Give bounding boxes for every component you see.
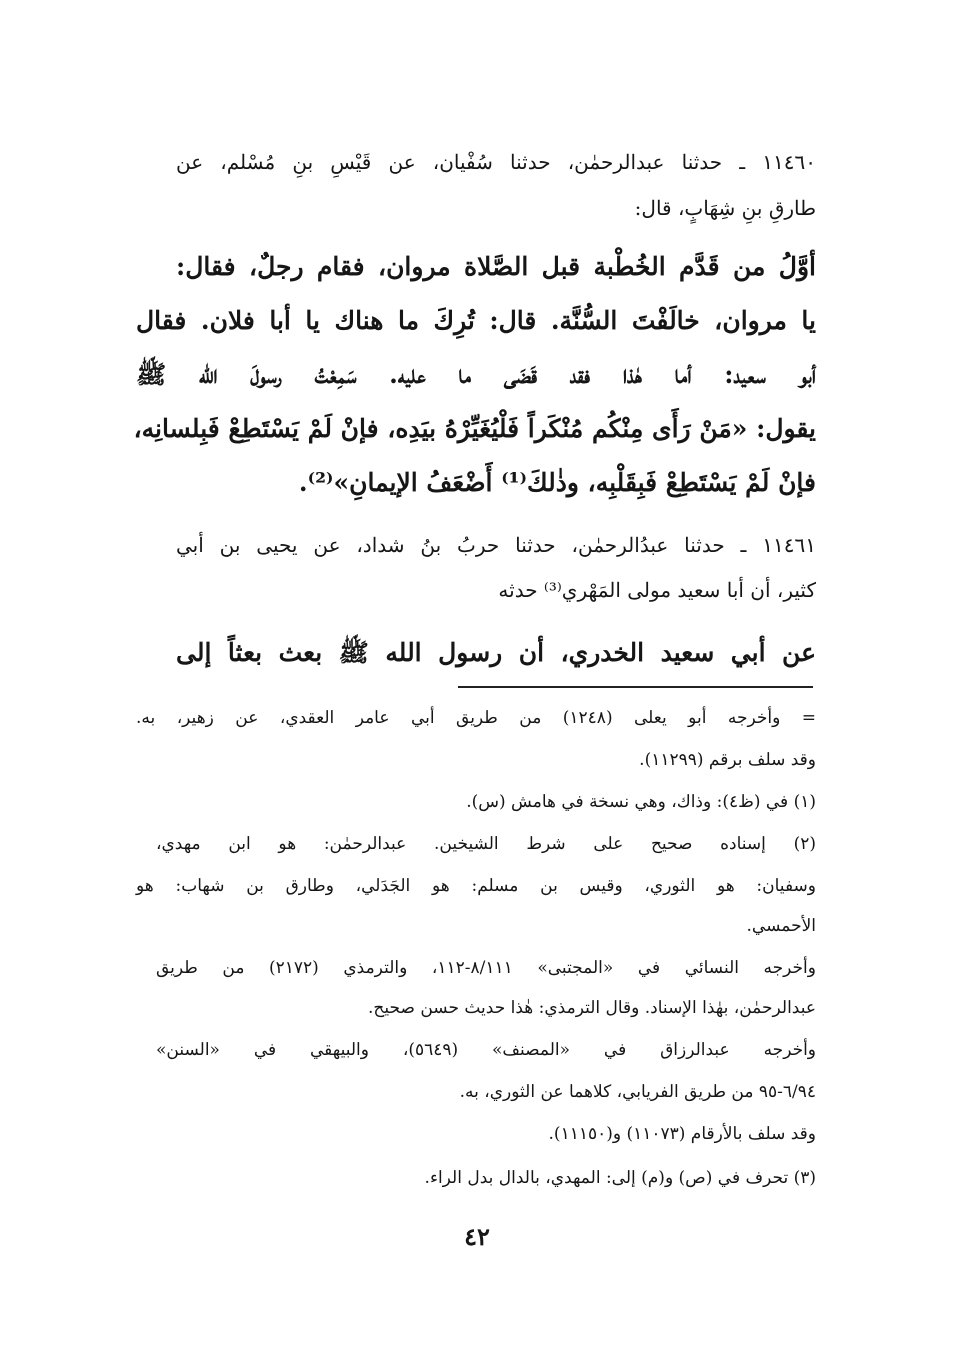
- hadith-1460-isnad-line-1: ١١٤٦٠ ـ حدثنا عبدالرحمٰن، حدثنا سُفْيان، عن قَيْسِ بنِ مُسْلم، عن: [176, 150, 816, 174]
- footnote-2-line-8: وقد سلف بالأرقام (١١٠٧٣) و(١١١٥٠).: [548, 1124, 816, 1144]
- hadith-1461-isnad-line-2: كثير، أن أبا سعيد مولى المَهْري⁽³⁾ حدثه: [498, 578, 816, 602]
- footnote-continuation-line-1: = وأخرجه أبو يعلى (١٢٤٨) من طريق أبي عامر العقدي، عن زهير، به.: [136, 708, 816, 728]
- footnote-1: (١) في (ظ٤): وذاك، وهي نسخة في هامش (س).: [466, 792, 816, 812]
- footnote-2-line-1: (٢) إسناده صحيح على شرط الشيخين. عبدالرحمٰن: هو ابن مهدي،: [156, 834, 816, 854]
- footnote-separator: [458, 686, 813, 688]
- hadith-1460-matn-line-4: يقول: «مَنْ رَأَى مِنْكُم مُنْكَراً فَلْيُغَيِّرْهُ بيَدِه، فإنْ لَمْ يَسْتَطِعْ فَبِلسانِه،: [133, 414, 816, 443]
- hadith-1460-matn-line-2: يا مروان، خالَفْتَ السُّنَّة. قال: تُرِكَ ما هناك يا أبا فلان. فقال: [136, 306, 816, 335]
- footnote-2-line-4: وأخرجه النسائي في «المجتبى» ٨/١١١-١١٢، والترمذي (٢١٧٢) من طريق: [156, 958, 816, 978]
- footnote-2-line-5: عبدالرحمٰن، بهٰذا الإسناد. وقال الترمذي: هٰذا حديث حسن صحيح.: [368, 998, 816, 1018]
- footnote-continuation-line-2: وقد سلف برقم (١١٢٩٩).: [639, 750, 816, 770]
- footnote-2-line-2: وسفيان: هو الثوري، وقيس بن مسلم: هو الجَدَلي، وطارق بن شهاب: هو: [136, 876, 816, 896]
- hadith-1461-matn-line-1: عن أبي سعيد الخدري، أن رسول الله ﷺ بعث بعثاً إلى: [176, 638, 816, 667]
- hadith-1460-matn-line-1: أوَّلُ من قَدَّم الخُطْبة قبل الصَّلاة مروان، فقام رجلٌ، فقال:: [176, 252, 816, 281]
- hadith-1460-matn-line-5: فإنْ لَمْ يَسْتَطِعْ فَبِقَلْبِه، وذٰلكَ⁽¹⁾ أَضْعَفُ الإيمانِ»⁽²⁾.: [298, 468, 816, 497]
- footnote-2-line-6: وأخرجه عبدالرزاق في «المصنف» (٥٦٤٩)، والبيهقي في «السنن»: [156, 1040, 817, 1060]
- footnote-2-line-3: الأحمسي.: [746, 916, 816, 936]
- hadith-1461-isnad-line-1: ١١٤٦١ ـ حدثنا عبدُالرحمٰن، حدثنا حربُ بنُ شداد، عن يحيى بن أبي: [176, 533, 816, 557]
- footnote-3: (٣) تحرف في (ص) و(م) إلى: المهدي، بالدال بدل الراء.: [424, 1168, 816, 1188]
- hadith-1460-matn-line-3: أبو سعيد: أما هٰذا فقد قَضَى ما عليه. سَمِعْتُ رسولَ الله ﷺ: [136, 360, 816, 389]
- footnote-2-line-7: ٦/٩٤-٩٥ من طريق الفريابي، كلاهما عن الثوري، به.: [459, 1082, 816, 1102]
- page-number: ٤٢: [464, 1222, 490, 1251]
- hadith-1460-isnad-line-2: طارقِ بنِ شِهَابٍ، قال:: [634, 196, 816, 220]
